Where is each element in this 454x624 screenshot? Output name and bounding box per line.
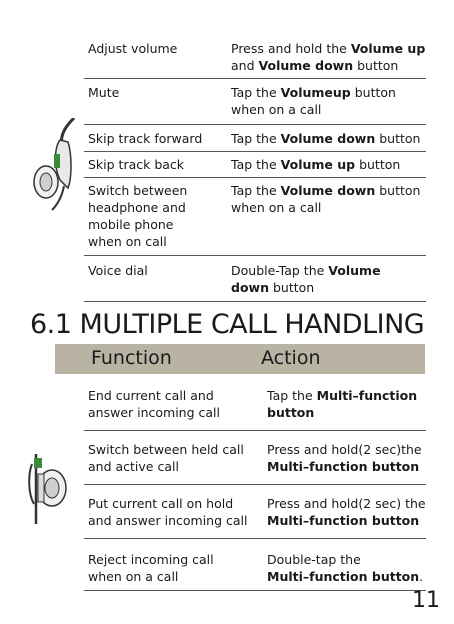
table-row <box>84 126 426 152</box>
action-cell: Double-tap the Multi–function button. <box>267 552 424 584</box>
action-cell: Tap the Volume down button when on a call <box>231 183 421 215</box>
function-cell: Switch between held call and active call <box>88 442 244 474</box>
function-cell: End current call and answer incoming call <box>88 388 220 420</box>
function-cell: Adjust volume <box>88 41 178 56</box>
action-cell: Tap the Volume down button <box>231 131 421 146</box>
table-row <box>84 492 426 539</box>
function-cell: Skip track back <box>88 157 185 172</box>
function-cell: Voice dial <box>88 263 148 278</box>
earphone-multifunction-button-illustration <box>24 444 84 539</box>
function-cell: Reject incoming call when on a call <box>88 552 214 584</box>
function-cell: Skip track forward <box>88 131 203 146</box>
table-row <box>84 38 426 79</box>
table-header <box>55 344 425 374</box>
earphone-volume-buttons-illustration <box>24 118 84 213</box>
page-number: 11 <box>412 588 440 613</box>
action-cell: Tap the Multi–function button <box>267 388 418 420</box>
action-cell: Tap the Volumeup button when on a call <box>231 85 396 117</box>
table-row <box>84 257 426 302</box>
table-row <box>84 548 426 591</box>
action-cell: Tap the Volume up button <box>231 157 401 172</box>
table-row <box>84 80 426 125</box>
column-header-action: Action <box>261 347 321 369</box>
table-row <box>84 153 426 178</box>
column-header-function: Function <box>91 347 172 369</box>
section-heading: 6.1 MULTIPLE CALL HANDLING <box>30 309 425 340</box>
action-cell: Double-Tap the Volume down button <box>231 263 381 295</box>
function-cell: Put current call on hold and answer incoming call <box>88 496 248 528</box>
action-cell: Press and hold the Volume up and Volume down button <box>231 41 426 73</box>
function-cell: Mute <box>88 85 120 100</box>
table-row <box>84 438 426 485</box>
action-cell: Press and hold(2 sec)the Multi–function button <box>267 442 422 474</box>
table-row <box>84 384 426 431</box>
table-row <box>84 179 426 256</box>
function-cell: Switch between headphone and mobile phone when on call <box>88 183 188 249</box>
action-cell: Press and hold(2 sec) the Multi–function button <box>267 496 426 528</box>
